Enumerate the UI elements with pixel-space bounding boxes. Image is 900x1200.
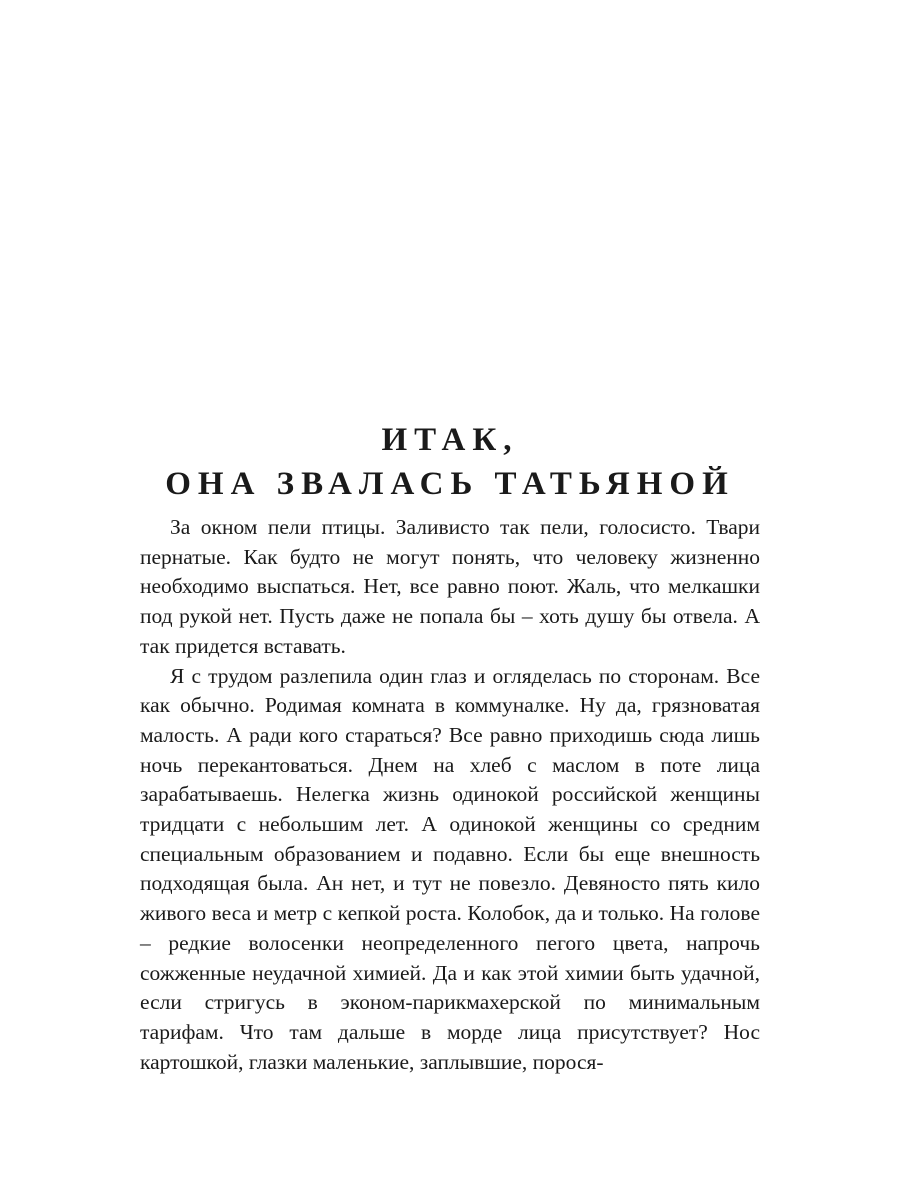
paragraph: Я с трудом разлепила один глаз и огляделась по сторонам. Все как обычно. Родимая комната в коммуналке. Ну да, грязноватая малость. А ради кого стараться? Все равно приходишь сюда лишь ночь перекантоваться. Днем на хлеб с маслом в поте лица зарабатываешь. Нелегка жизнь одинокой российской женщины тридцати с небольшим лет. А одинокой женщины со средним специальным образованием и подавно. Если бы еще внешность подходящая была. Ан нет, и тут не повезло. Девяносто пять кило живого веса и метр с кепкой роста. Колобок, да и только. На голове – редкие волосенки неопределенного пегого цвета, напрочь сожженные неудачной химией. Да и как этой химии быть удачной, если стригусь в эконом-парикмахерской по минимальным тарифам. Что там дальше в морде лица присутствует? Нос картошкой, глазки маленькие, заплывшие, порося-: [140, 663, 760, 1074]
chapter-title: [0, 418, 900, 506]
paragraph: За окном пели птицы. Заливисто так пели, голосисто. Твари пернатые. Как будто не могут понять, что человеку жизненно необходимо выспаться. Нет, все равно поют. Жаль, что мелкашки под рукой нет. Пусть даже не попала бы – хоть душу бы отвела. А так придется вставать.: [140, 515, 760, 658]
chapter-title-line-2: ОНА ЗВАЛАСЬ ТАТЬЯНОЙ: [165, 466, 735, 502]
chapter-body: [140, 513, 760, 1077]
chapter-title-line-1: ИТАК,: [381, 422, 519, 458]
